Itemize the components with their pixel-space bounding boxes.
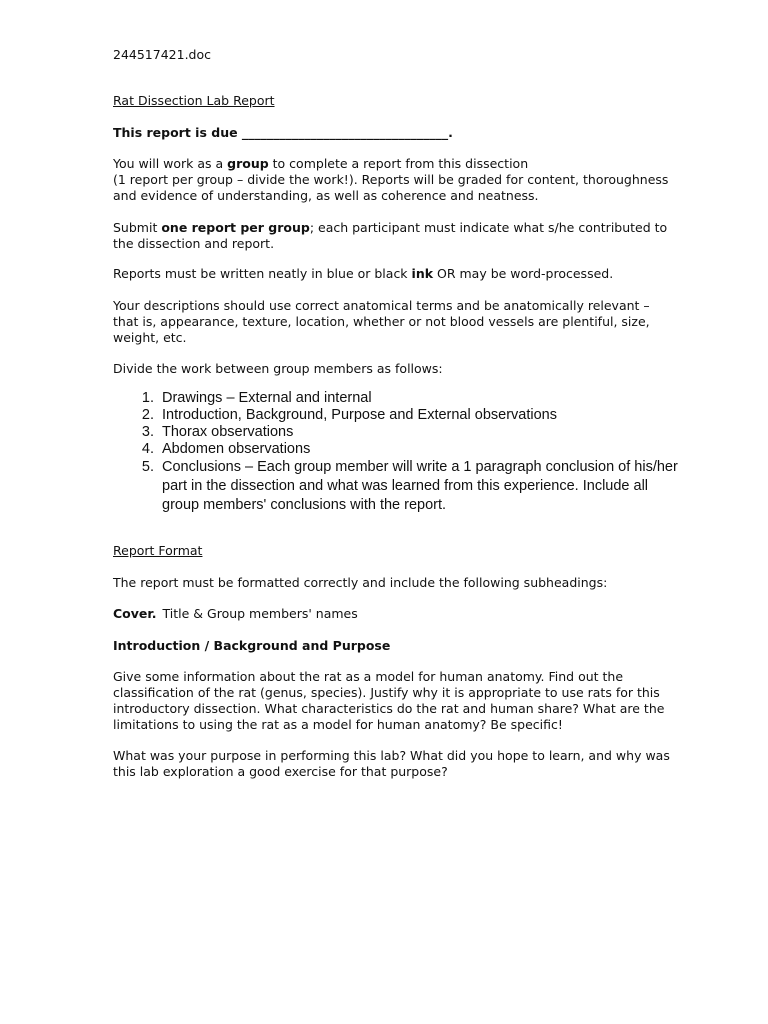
group-text-start: You will work as a: [113, 156, 228, 171]
task-item-thorax: 3. Thorax observations: [158, 424, 688, 441]
divide-work-paragraph: Divide the work between group members as follows:: [113, 361, 443, 376]
group-text-details: (1 report per group – divide the work!). Reports will be graded for content, thoroughness and evidence of understanding, as well as coherence and neatness.: [113, 172, 669, 203]
submit-emphasis: one report per group: [161, 220, 310, 235]
cover-line: [113, 606, 358, 622]
group-text-end: to complete a report from this dissection: [268, 156, 529, 171]
descriptions-paragraph: Your descriptions should use correct anatomical terms and be anatomically relevant – that is, appearance, texture, location, whether or not blood vessels are plentiful, size, weight, etc.: [113, 298, 650, 345]
task-item-abdomen: 4. Abdomen observations: [158, 441, 688, 458]
group-emphasis: group: [227, 156, 269, 171]
ink-emphasis: ink: [411, 266, 434, 281]
submit-text-start: Submit: [113, 220, 162, 235]
purpose-paragraph: What was your purpose in performing this lab? What did you hope to learn, and why was this lab exploration a good exercise for that purpose?: [113, 748, 670, 779]
document-title: Rat Dissection Lab Report: [113, 93, 275, 108]
ink-paragraph: [113, 266, 673, 282]
file-name: 244517421.doc: [113, 47, 212, 62]
format-paragraph: The report must be formatted correctly and include the following subheadings:: [113, 575, 608, 590]
task-item-introduction: 2. Introduction, Background, Purpose and External observations: [158, 407, 688, 424]
due-date-line: This report is due _________________________________.: [113, 125, 453, 140]
submit-text-end: ; each participant must indicate what s/he contributed to the dissection and report.: [113, 220, 668, 251]
submit-paragraph: [113, 220, 673, 252]
ink-text-end: OR may be word-processed.: [433, 266, 614, 281]
report-format-heading: Report Format: [113, 543, 203, 558]
cover-label: Cover.: [113, 606, 157, 621]
ink-text-start: Reports must be written neatly in blue or black: [113, 266, 412, 281]
task-item-conclusions: 5. Conclusions – Each group member will write a 1 paragraph conclusion of his/her part in the dissection and what was learned from this experience. Include all group members' conclusions with the report.: [158, 458, 688, 515]
group-paragraph: [113, 156, 673, 204]
task-item-drawings: 1. Drawings – External and internal: [158, 390, 688, 407]
cover-text: Title & Group members' names: [162, 606, 358, 621]
task-list: [133, 390, 688, 515]
introduction-heading: Introduction / Background and Purpose: [113, 638, 391, 653]
introduction-paragraph: Give some information about the rat as a model for human anatomy. Find out the classification of the rat (genus, species). Justify why it is appropriate to use rats for this introductory dissection. What characteristics do the rat and human share? What are the limitations to using the rat as a model for human anatomy? Be specific!: [113, 669, 665, 732]
